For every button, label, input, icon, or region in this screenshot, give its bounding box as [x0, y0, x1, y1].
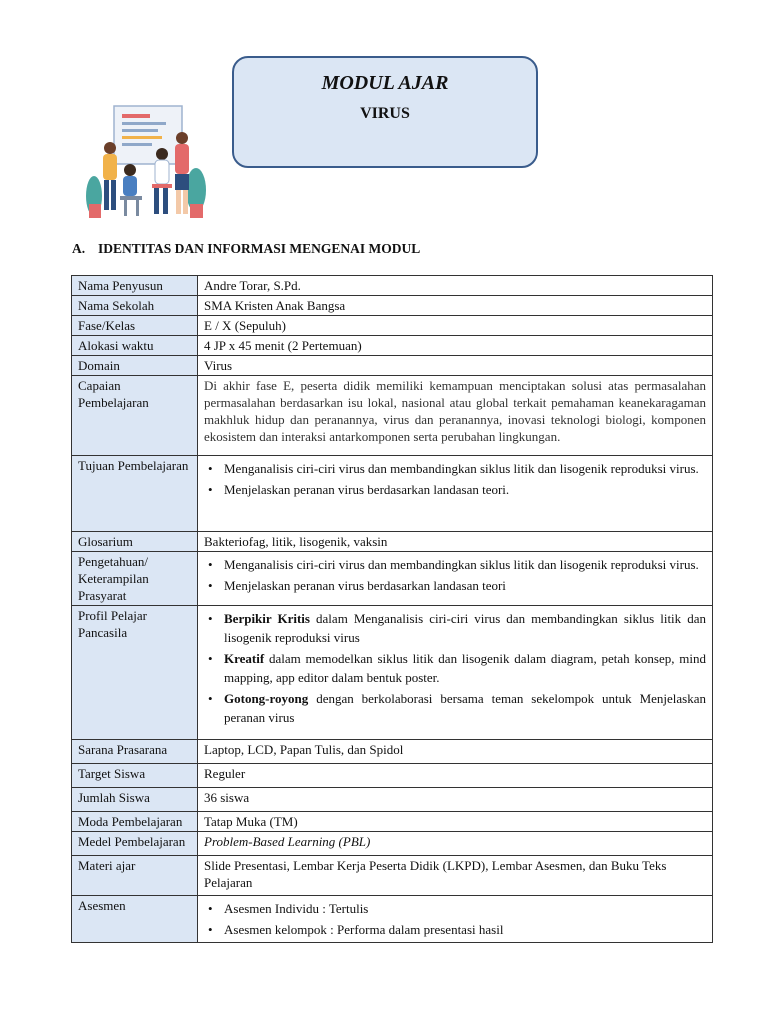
table-row — [72, 456, 713, 532]
row-value — [198, 456, 713, 532]
row-value: Bakteriofag, litik, lisogenik, vaksin — [198, 532, 713, 552]
row-label: Moda Pembelajaran — [72, 812, 198, 832]
module-title: MODUL AJAR — [321, 72, 449, 94]
table-row — [72, 552, 713, 606]
row-label: Nama Sekolah — [72, 296, 198, 316]
table-row — [72, 376, 713, 456]
profile-text: dalam Menganalisis ciri-ciri virus dan membandingkan siklus litik dan lisogenik reproduksi virus — [224, 611, 706, 645]
profile-trait: Gotong-royong — [224, 691, 309, 706]
table-row — [72, 532, 713, 552]
row-label: Target Siswa — [72, 764, 198, 788]
module-subtitle: VIRUS — [360, 105, 410, 122]
profile-text: dengan berkolaborasi bersama teman sekelompok untuk Menjelaskan peranan virus — [224, 691, 706, 725]
row-value — [198, 552, 713, 606]
list-item — [204, 689, 706, 727]
row-label: Materi ajar — [72, 856, 198, 896]
row-label: Profil Pelajar Pancasila — [72, 606, 198, 740]
list-item — [204, 649, 706, 687]
section-heading-text: IDENTITAS DAN INFORMASI MENGENAI MODUL — [98, 241, 421, 256]
table-row — [72, 356, 713, 376]
row-value: E / X (Sepuluh) — [198, 316, 713, 336]
row-label: Capaian Pembelajaran — [72, 376, 198, 456]
profile-trait: Kreatif — [224, 651, 265, 666]
table-row — [72, 764, 713, 788]
people-presentation-illustration — [84, 104, 208, 220]
table-row — [72, 336, 713, 356]
table-row — [72, 606, 713, 740]
module-title-box — [232, 56, 538, 168]
row-label: Glosarium — [72, 532, 198, 552]
profile-trait: Berpikir Kritis — [224, 611, 310, 626]
table-row — [72, 856, 713, 896]
list-item: • Menganalisis ciri-ciri virus dan membandingkan siklus litik dan lisogenik reproduksi virus. — [204, 459, 706, 478]
row-label: Medel Pembelajaran — [72, 832, 198, 856]
list-item: • Asesmen Individu : Tertulis — [204, 899, 706, 918]
row-value: Reguler — [198, 764, 713, 788]
table-row — [72, 896, 713, 943]
table-row — [72, 788, 713, 812]
table-row — [72, 276, 713, 296]
table-row — [72, 740, 713, 764]
row-value: SMA Kristen Anak Bangsa — [198, 296, 713, 316]
row-label: Domain — [72, 356, 198, 376]
list-item: • Menganalisis ciri-ciri virus dan membandingkan siklus litik dan lisogenik reproduksi virus. — [204, 555, 706, 574]
row-label: Jumlah Siswa — [72, 788, 198, 812]
row-value: 4 JP x 45 menit (2 Pertemuan) — [198, 336, 713, 356]
row-label: Pengetahuan/ Keterampilan Prasyarat — [72, 552, 198, 606]
row-value — [198, 606, 713, 740]
row-value: 36 siswa — [198, 788, 713, 812]
row-label: Alokasi waktu — [72, 336, 198, 356]
table-row — [72, 812, 713, 832]
row-value: Problem-Based Learning (PBL) — [198, 832, 713, 856]
table-row — [72, 296, 713, 316]
list-item: • Asesmen kelompok : Performa dalam presentasi hasil — [204, 920, 706, 939]
row-value — [198, 896, 713, 943]
row-value: Tatap Muka (TM) — [198, 812, 713, 832]
row-label: Asesmen — [72, 896, 198, 943]
profile-text: dalam memodelkan siklus litik dan lisogenik dalam diagram, petah konsep, mind mapping, app editor dalam bentuk poster. — [224, 651, 706, 685]
module-identity-table — [71, 275, 713, 943]
row-value: Di akhir fase E, peserta didik memiliki kemampuan menciptakan solusi atas permasalahan permasalahan berdasarkan isu lokal, nasional atau global terkait pemahaman keanekaragaman makhluk hidup dan peranannya, virus dan peranannya, inovasi teknologi biologi, komponen ekosistem dan interaksi antarkomponen serta perubahan lingkungan. — [198, 376, 713, 456]
row-value: Andre Torar, S.Pd. — [198, 276, 713, 296]
row-value: Slide Presentasi, Lembar Kerja Peserta Didik (LKPD), Lembar Asesmen, dan Buku Teks Pelajaran — [198, 856, 713, 896]
list-item: • Menjelaskan peranan virus berdasarkan landasan teori. — [204, 480, 706, 499]
row-label: Tujuan Pembelajaran — [72, 456, 198, 532]
row-label: Fase/Kelas — [72, 316, 198, 336]
row-value: Virus — [198, 356, 713, 376]
list-item: • Menjelaskan peranan virus berdasarkan landasan teori — [204, 576, 706, 595]
row-label: Nama Penyusun — [72, 276, 198, 296]
table-row — [72, 316, 713, 336]
list-item — [204, 609, 706, 647]
table-row — [72, 832, 713, 856]
section-heading — [72, 241, 420, 257]
section-letter: A. — [72, 241, 86, 256]
row-label: Sarana Prasarana — [72, 740, 198, 764]
row-value: Laptop, LCD, Papan Tulis, dan Spidol — [198, 740, 713, 764]
